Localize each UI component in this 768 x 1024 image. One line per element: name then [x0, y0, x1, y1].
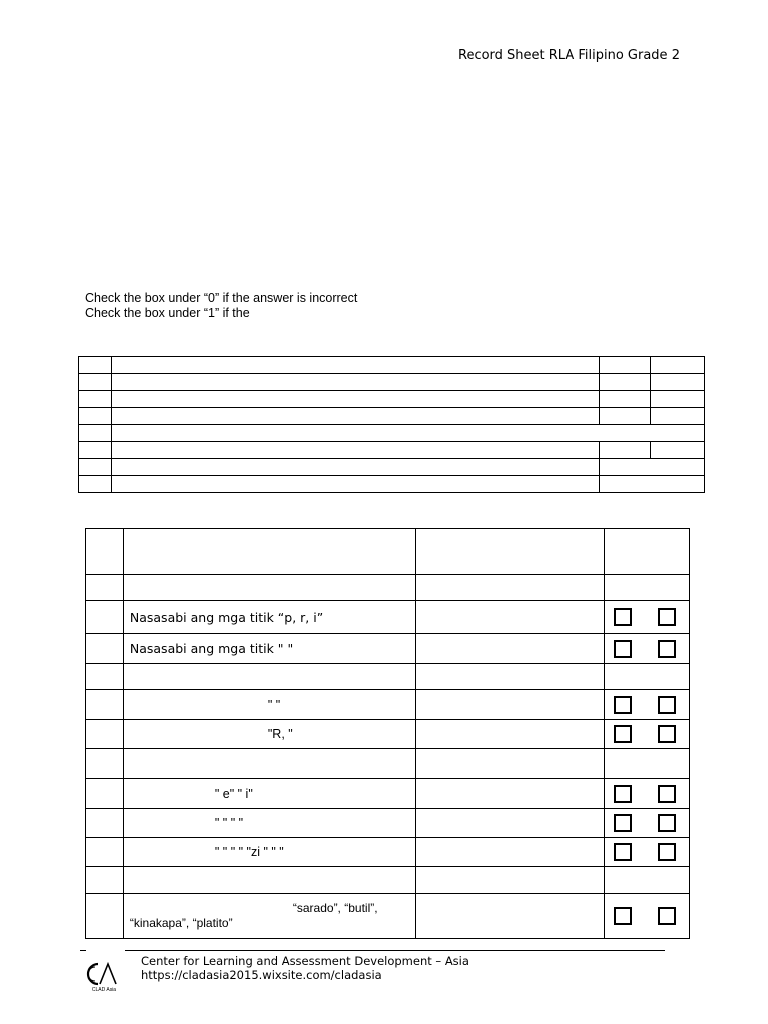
table-cell[interactable]: [600, 408, 651, 425]
row-number-cell: [86, 867, 124, 894]
table-row: [79, 425, 705, 442]
table-row: [79, 476, 705, 493]
score-1-checkbox[interactable]: [658, 725, 676, 743]
notes-cell[interactable]: [415, 809, 604, 838]
table-row: [79, 442, 705, 459]
notes-cell[interactable]: [415, 601, 604, 634]
table-row: [79, 459, 705, 476]
header-cell: [605, 529, 690, 575]
notes-cell[interactable]: [415, 690, 604, 720]
item-text: [123, 894, 415, 939]
score-cell: [605, 894, 690, 939]
score-cell: [605, 690, 690, 720]
score-cell: [605, 664, 690, 690]
clad-asia-logo-icon: [86, 960, 122, 992]
table-row: [79, 391, 705, 408]
table-cell[interactable]: [600, 374, 651, 391]
notes-cell[interactable]: [415, 894, 604, 939]
footer-divider: [125, 950, 665, 951]
score-cell: [605, 601, 690, 634]
table-cell[interactable]: [651, 391, 705, 408]
info-table: [78, 356, 705, 493]
item-text-line-2: “kinakapa”, “platito”: [129, 916, 233, 930]
table-cell[interactable]: [600, 476, 705, 493]
score-1-checkbox[interactable]: [658, 696, 676, 714]
item-text: " " " " "zi " " ": [123, 838, 415, 867]
instruction-line-1: Check the box under “0” if the answer is incorrect: [85, 291, 358, 305]
table-cell[interactable]: [79, 459, 112, 476]
header-cell: [415, 529, 604, 575]
score-1-checkbox[interactable]: [658, 640, 676, 658]
page-title: Record Sheet RLA Filipino Grade 2: [458, 48, 680, 63]
footer-url[interactable]: https://cladasia2015.wixsite.com/cladasia: [141, 968, 382, 982]
table-cell[interactable]: [79, 374, 112, 391]
row-number-cell: [86, 720, 124, 749]
instruction-line-2: Check the box under “1” if the: [85, 306, 250, 320]
score-0-checkbox[interactable]: [614, 843, 632, 861]
notes-cell[interactable]: [415, 779, 604, 809]
table-row: [79, 357, 705, 374]
notes-cell[interactable]: [415, 867, 604, 894]
table-cell[interactable]: [79, 476, 112, 493]
notes-cell[interactable]: [415, 720, 604, 749]
score-0-checkbox[interactable]: [614, 696, 632, 714]
table-cell[interactable]: [600, 391, 651, 408]
footer-text: [141, 954, 469, 982]
header-cell: [86, 529, 124, 575]
item-text: "R, ": [123, 720, 415, 749]
item-text: Nasasabi ang mga titik “p, r, i”: [123, 601, 415, 634]
score-0-checkbox[interactable]: [614, 640, 632, 658]
item-text: Nasasabi ang mga titik " ": [123, 634, 415, 664]
row-number-cell: [86, 664, 124, 690]
item-text: " e" " i": [123, 779, 415, 809]
table-cell[interactable]: [600, 442, 651, 459]
row-number-cell: [86, 601, 124, 634]
table-header-row: [86, 529, 690, 575]
item-text: " ": [123, 690, 415, 720]
table-cell[interactable]: [111, 476, 599, 493]
table-row: [86, 779, 690, 809]
score-cell: [605, 779, 690, 809]
score-0-checkbox[interactable]: [614, 785, 632, 803]
notes-cell[interactable]: [415, 838, 604, 867]
row-number-cell: [86, 575, 124, 601]
footer-dash: [80, 950, 86, 951]
table-row: [86, 575, 690, 601]
row-number-cell: [86, 894, 124, 939]
instructions: [85, 291, 357, 321]
table-row: [86, 720, 690, 749]
row-number-cell: [86, 779, 124, 809]
row-number-cell: [86, 690, 124, 720]
row-number-cell: [86, 809, 124, 838]
table-row: [86, 894, 690, 939]
row-number-cell: [86, 634, 124, 664]
table-cell[interactable]: [79, 357, 112, 374]
score-cell: [605, 838, 690, 867]
logo-text: CLAD Asia: [91, 987, 117, 992]
table-row: [86, 664, 690, 690]
table-cell[interactable]: [600, 459, 705, 476]
table-row: [86, 690, 690, 720]
notes-cell[interactable]: [415, 575, 604, 601]
score-0-checkbox[interactable]: [614, 608, 632, 626]
score-cell: [605, 809, 690, 838]
table-cell[interactable]: [111, 374, 599, 391]
table-cell[interactable]: [651, 408, 705, 425]
score-1-checkbox[interactable]: [658, 843, 676, 861]
table-row: [86, 634, 690, 664]
score-1-checkbox[interactable]: [658, 814, 676, 832]
score-1-checkbox[interactable]: [658, 907, 676, 925]
table-cell[interactable]: [111, 391, 599, 408]
table-cell[interactable]: [79, 442, 112, 459]
table-cell[interactable]: [111, 357, 599, 374]
table-cell[interactable]: [600, 357, 651, 374]
header-cell: [123, 529, 415, 575]
table-cell[interactable]: [79, 391, 112, 408]
score-1-checkbox[interactable]: [658, 608, 676, 626]
table-cell[interactable]: [79, 425, 112, 442]
notes-cell[interactable]: [415, 664, 604, 690]
score-cell: [605, 720, 690, 749]
item-text: [123, 867, 415, 894]
table-row: [86, 809, 690, 838]
score-0-checkbox[interactable]: [614, 725, 632, 743]
table-cell[interactable]: [111, 459, 599, 476]
item-text: [123, 664, 415, 690]
row-number-cell: [86, 749, 124, 779]
notes-cell[interactable]: [415, 634, 604, 664]
score-cell: [605, 575, 690, 601]
footer-org: Center for Learning and Assessment Development – Asia: [141, 954, 469, 968]
table-row: [79, 374, 705, 391]
assessment-table: [85, 528, 690, 939]
item-text: [123, 575, 415, 601]
score-cell: [605, 867, 690, 894]
score-1-checkbox[interactable]: [658, 785, 676, 803]
table-cell[interactable]: [111, 408, 599, 425]
table-cell[interactable]: [651, 357, 705, 374]
score-0-checkbox[interactable]: [614, 814, 632, 832]
table-cell[interactable]: [79, 408, 112, 425]
table-cell[interactable]: [651, 442, 705, 459]
table-row: [86, 867, 690, 894]
table-row: [86, 838, 690, 867]
score-cell: [605, 749, 690, 779]
item-text-line-1: “sarado”, “butil”,: [292, 901, 378, 915]
row-number-cell: [86, 838, 124, 867]
score-cell: [605, 634, 690, 664]
score-0-checkbox[interactable]: [614, 907, 632, 925]
table-cell[interactable]: [111, 442, 599, 459]
table-cell[interactable]: [651, 374, 705, 391]
table-row: [86, 749, 690, 779]
table-row: [86, 601, 690, 634]
table-row: [79, 408, 705, 425]
table-cell[interactable]: [111, 425, 704, 442]
item-text: " " " ": [123, 809, 415, 838]
item-text: [123, 749, 415, 779]
notes-cell[interactable]: [415, 749, 604, 779]
